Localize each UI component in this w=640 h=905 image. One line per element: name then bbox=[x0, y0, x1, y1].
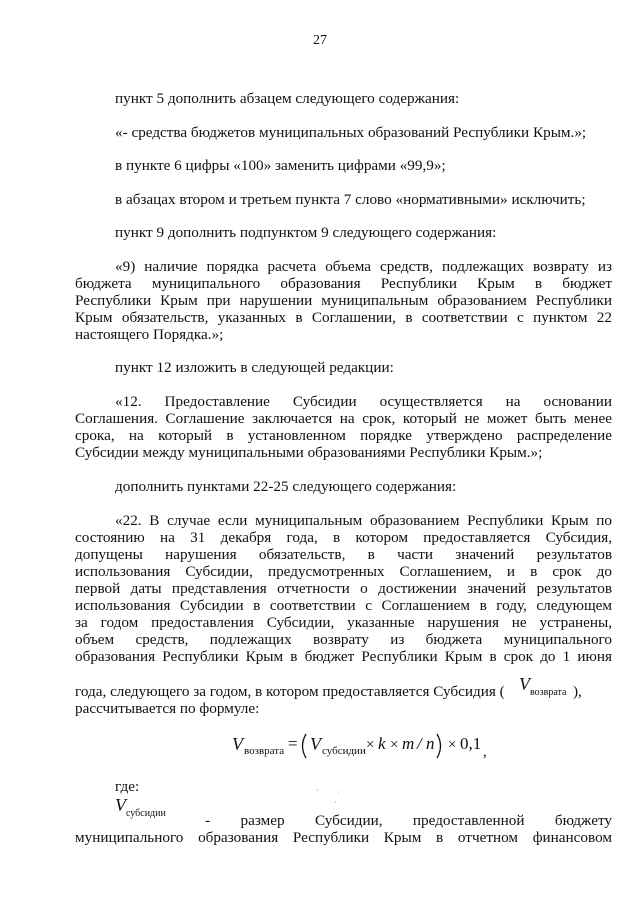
paragraph-line: пункт 5 дополнить абзацем следующего содержания: bbox=[115, 90, 460, 107]
paragraph-line: срока, на который в установленном порядке утверждено распределение bbox=[75, 427, 612, 444]
formula-coefficient: 0,1 bbox=[460, 734, 482, 753]
paragraph-line: рассчитывается по формуле: bbox=[75, 700, 260, 717]
math-subscript: возврата bbox=[530, 687, 567, 698]
paragraph-line: Соглашения. Соглашение заключается на срок, который не может быть менее bbox=[75, 410, 612, 427]
paragraph-line: «9) наличие порядка расчета объема средств, подлежащих возврату из bbox=[115, 258, 612, 275]
formula-sub-subsidii: субсидии bbox=[322, 745, 366, 757]
math-variable-v: V bbox=[115, 795, 126, 815]
formula-equals: = bbox=[288, 734, 298, 753]
paragraph-line: допущены нарушения обязательств, в части значений результатов bbox=[75, 546, 612, 563]
paragraph-line: состоянию на 31 декабря года, в котором предоставляется Субсидия, bbox=[75, 529, 612, 546]
paragraph-line: «22. В случае если муниципальным образованием Республики Крым по bbox=[115, 512, 612, 529]
paragraph-line: использования Субсидии в соответствии с Соглашением в году, следующем bbox=[75, 597, 612, 614]
paragraph-line: в пункте 6 цифры «100» заменить цифрами «99,9»; bbox=[115, 157, 446, 174]
formula-svg bbox=[0, 729, 640, 763]
formula-k: k bbox=[378, 734, 386, 753]
paragraph-line: объем средств, подлежащих возврату из бюджета муниципального bbox=[75, 631, 612, 648]
paragraph-line: где: bbox=[115, 778, 140, 795]
paragraph-line: - размер Субсидии, предоставленной бюджету bbox=[205, 812, 612, 829]
formula-v: V bbox=[232, 734, 243, 754]
paragraph-line: пункт 12 изложить в следующей редакции: bbox=[115, 359, 394, 376]
formula-sub-vozvrata: возврата bbox=[244, 745, 285, 757]
paragraph-line: Крым обязательств, указанных в Соглашении, в соответствии с пунктом 22 bbox=[75, 309, 612, 326]
paragraph-line: бюджета муниципального образования Республики Крым в бюджет bbox=[75, 275, 612, 292]
formula-slash: / bbox=[417, 734, 422, 753]
formula-times-3: × bbox=[448, 737, 457, 753]
formula bbox=[0, 729, 640, 763]
formula-m: m bbox=[402, 734, 415, 753]
formula-v2: V bbox=[310, 734, 321, 754]
paragraph-line: ), bbox=[573, 683, 582, 700]
formula-n: n bbox=[426, 734, 435, 753]
formula-comma: , bbox=[483, 744, 487, 760]
paragraph-line: образования Республики Крым в бюджет Республики Крым в срок до 1 июня bbox=[75, 648, 612, 665]
paragraph-line: дополнить пунктами 22-25 следующего содержания: bbox=[115, 478, 457, 495]
paragraph-line: «12. Предоставление Субсидии осуществляется на основании bbox=[115, 393, 612, 410]
math-variable-v: V bbox=[519, 674, 530, 694]
formula-times: × bbox=[366, 737, 375, 753]
paragraph-line: в абзацах втором и третьем пункта 7 слово «нормативными» исключить; bbox=[115, 191, 586, 208]
paragraph-line: Субсидии между муниципальными образованиями Республики Крым.»; bbox=[75, 444, 543, 461]
scan-speck: · bbox=[337, 788, 340, 797]
paragraph-line: «- средства бюджетов муниципальных образований Республики Крым.»; bbox=[115, 124, 587, 141]
paragraph-line: года, следующего за годом, в котором предоставляется Субсидия ( bbox=[75, 683, 505, 700]
paragraph-line: использования Субсидии, предусмотренных Соглашением, и в срок до bbox=[75, 563, 612, 580]
scan-speck: · bbox=[334, 798, 337, 807]
paragraph-line: за годом предоставления Субсидии, указанные нарушения не устранены, bbox=[75, 614, 612, 631]
paragraph-line: Республики Крым при нарушении муниципальным образованием Республики bbox=[75, 292, 612, 309]
page-number: 27 bbox=[313, 33, 327, 48]
paragraph-line: муниципального образования Республики Крым в отчетном финансовом bbox=[75, 829, 612, 846]
paragraph-line: пункт 9 дополнить подпунктом 9 следующего содержания: bbox=[115, 224, 497, 241]
math-subscript: субсидии bbox=[126, 808, 166, 819]
scan-speck: · bbox=[316, 786, 319, 795]
formula-right-paren bbox=[437, 734, 441, 758]
formula-left-paren bbox=[303, 734, 307, 758]
paragraph-line: первой даты представления отчетности о достижении значений результатов bbox=[75, 580, 612, 597]
paragraph-line: настоящего Порядка.»; bbox=[75, 326, 224, 343]
formula-times-2: × bbox=[390, 737, 399, 753]
